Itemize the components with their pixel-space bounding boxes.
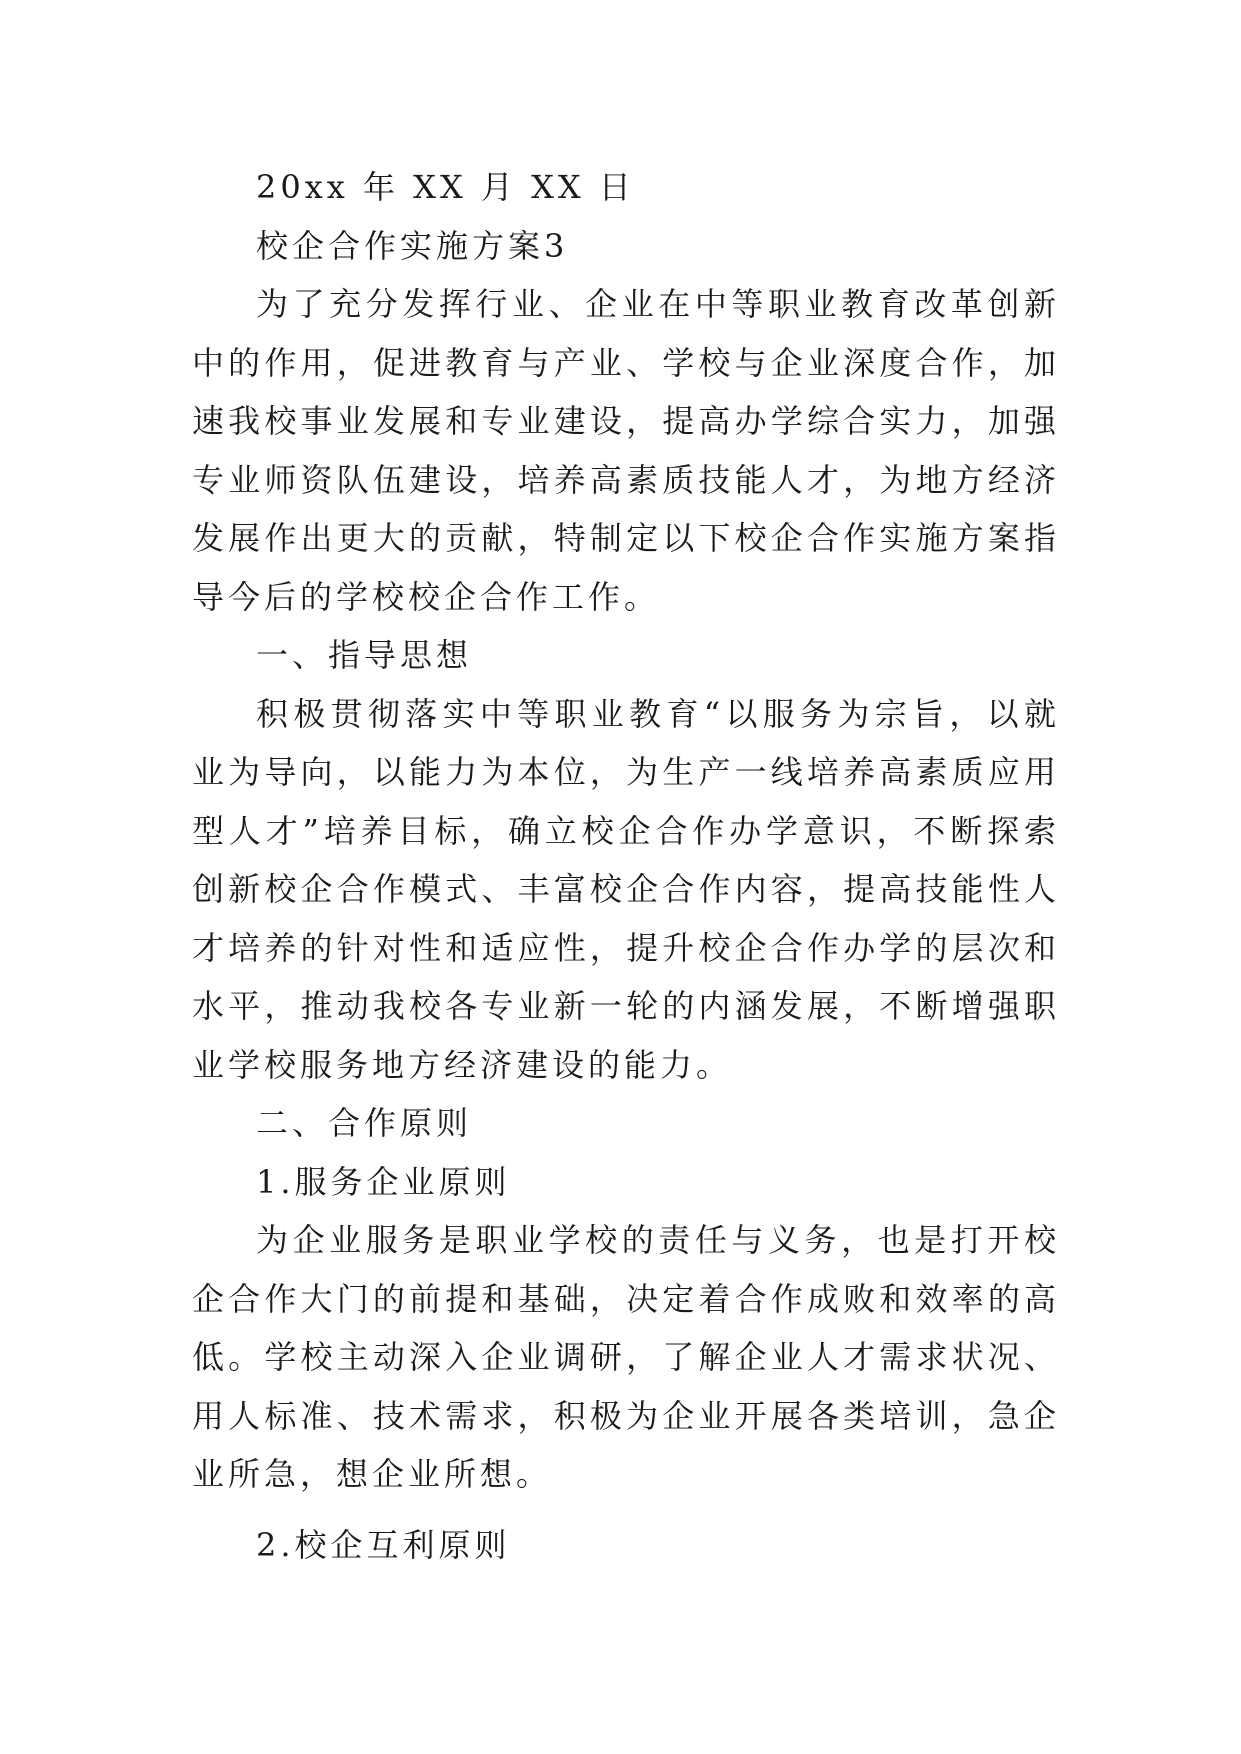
heading-cooperation-principles: 二、合作原则 (256, 1104, 473, 1142)
date-line: 20xx 年 XX 月 XX 日 (256, 168, 635, 206)
principle-2-title: 2.校企互利原则 (256, 1525, 511, 1564)
principle-1-title: 1.服务企业原则 (256, 1162, 511, 1201)
heading-guiding-thought: 一、指导思想 (256, 636, 473, 674)
guiding-thought-paragraph: 积极贯彻落实中等职业教育“以服务为宗旨，以就业为导向，以能力为本位，为生产一线培养高素质应用型人才”培养目标，确立校企合作办学意识，不断探索创新校企合作模式、丰富校企合作内容，提高技能性人才培养的针对性和适应性，提升校企合作办学的层次和水平，推动我校各专业新一轮的内涵发展，不断增强职业学校服务地方经济建设的能力。 (192, 694, 1060, 1084)
document-body (192, 158, 1060, 1574)
principle-1-paragraph: 为企业服务是职业学校的责任与义务，也是打开校企合作大门的前提和基础，决定着合作成败和效率的高低。学校主动深入企业调研，了解企业人才需求状况、用人标准、技术需求，积极为企业开展各类培训，急企业所急，想企业所想。 (192, 1221, 1060, 1493)
intro-paragraph: 为了充分发挥行业、企业在中等职业教育改革创新中的作用，促进教育与产业、学校与企业深度合作，加速我校事业发展和专业建设，提高办学综合实力，加强专业师资队伍建设，培养高素质技能人才，为地方经济发展作出更大的贡献，特制定以下校企合作实施方案指导今后的学校校企合作工作。 (192, 285, 1060, 616)
section-title: 校企合作实施方案3 (256, 226, 569, 265)
